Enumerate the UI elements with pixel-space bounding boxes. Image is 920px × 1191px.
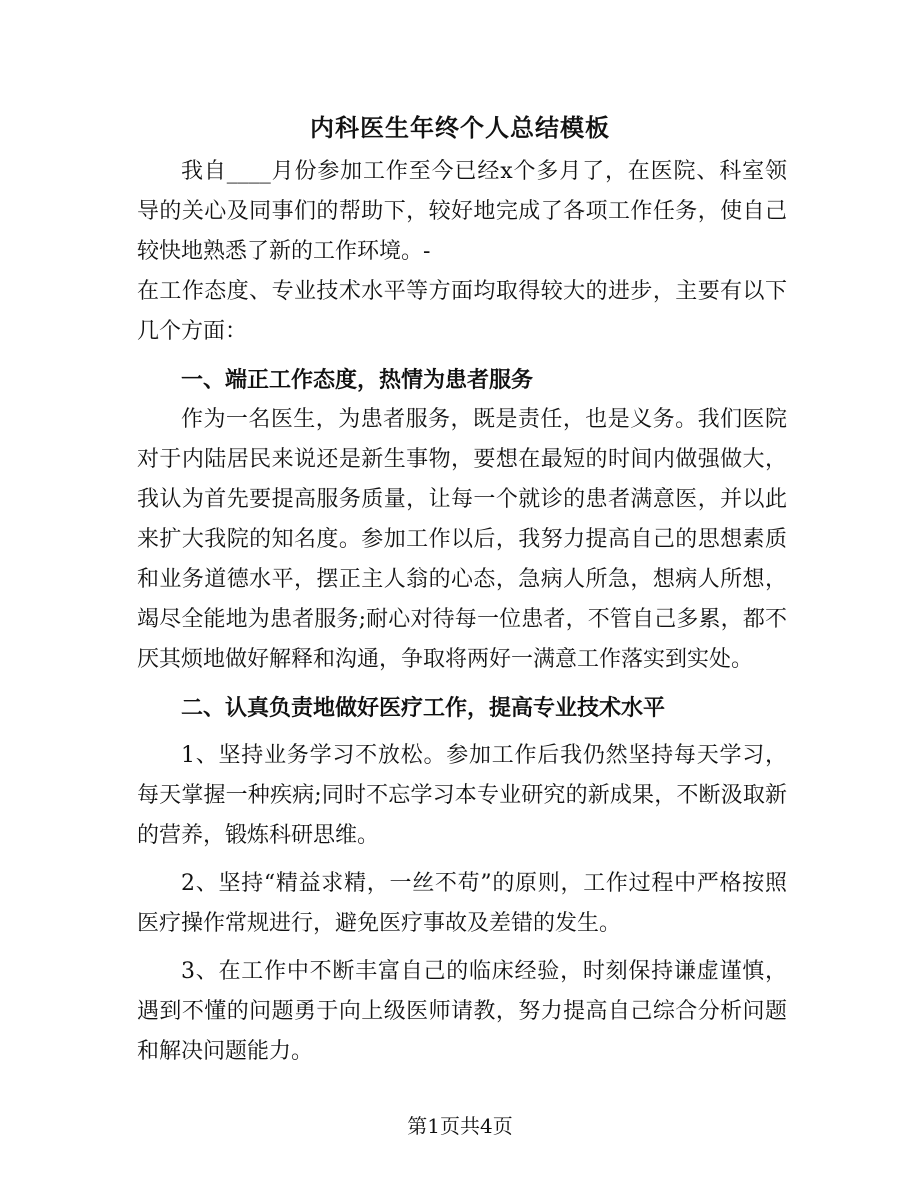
list-item-2: 2、坚持“精益求精，一丝不苟”的原则，工作过程中严格按照医疗操作常规进行，避免医疗事故及差错的发生。 (137, 871, 787, 936)
intro-continuation-paragraph: 在工作态度、专业技术水平等方面均取得较大的进步，主要有以下几个方面： (137, 279, 787, 344)
section-heading-1: 一、端正工作态度，热情为患者服务 (181, 367, 534, 393)
list-item-1: 1、坚持业务学习不放松。参加工作后我仍然坚持每天学习，每天掌握一种疾病;同时不忘学习本专业研究的新成果，不断汲取新的营养，锻炼科研思维。 (137, 743, 787, 848)
page-number-footer: 第1页共4页 (407, 1114, 513, 1138)
section-1-paragraph: 作为一名医生，为患者服务，既是责任，也是义务。我们医院对于内陆居民来说还是新生事物，要想在最短的时间内做强做大，我认为首先要提高服务质量，让每一个就诊的患者满意医，并以此来扩大我院的知名度。参加工作以后，我努力提高自己的思想素质和业务道德水平，摆正主人翁的心态，急病人所急，想病人所想，竭尽全能地为患者服务;耐心对待每一位患者，不管自己多累，都不厌其烦地做好解释和沟通，争取将两好一满意工作落实到实处。 (137, 407, 787, 672)
document-body (137, 152, 787, 1072)
section-heading-2: 二、认真负责地做好医疗工作，提高专业技术水平 (181, 695, 666, 721)
intro-paragraph: 我自____月份参加工作至今已经x个多月了，在医院、科室领导的关心及同事们的帮助下，较好地完成了各项工作任务，使自己较快地熟悉了新的工作环境。- (137, 159, 787, 264)
document-title: 内科医生年终个人总结模板 (310, 113, 610, 142)
list-item-3: 3、在工作中不断丰富自己的临床经验，时刻保持谦虚谨慎，遇到不懂的问题勇于向上级医师请教，努力提高自己综合分析问题和解决问题能力。 (137, 959, 787, 1064)
